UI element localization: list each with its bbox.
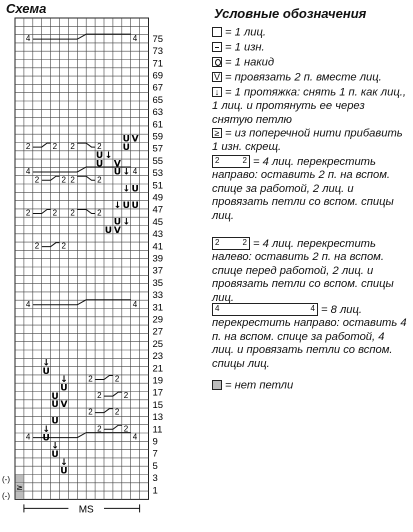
row-number: 47	[152, 204, 164, 216]
legend-title: Условные обозначения	[214, 6, 367, 21]
cable-count-label: 2	[123, 424, 129, 434]
cable-count-label: 4	[25, 432, 31, 442]
legend-text: = из поперечной нити прибавить 1 изн. скрещ.	[212, 127, 403, 154]
row-number: 25	[152, 338, 164, 350]
row-number: 49	[152, 192, 164, 204]
legend-item	[212, 379, 408, 393]
decrease-marker: (-)	[2, 491, 10, 501]
yarnover-mark: U	[122, 134, 130, 145]
row-number: 69	[152, 70, 164, 82]
row-number: 19	[152, 375, 164, 387]
row-number: 75	[152, 33, 164, 45]
row-number: 51	[152, 180, 164, 192]
chart-title: Схема	[6, 1, 47, 16]
k2tog-icon: V	[213, 72, 220, 83]
cable-count-label: 2	[97, 175, 102, 185]
row-number: 61	[152, 119, 164, 131]
k2tog-mark: V	[131, 134, 139, 145]
cable-count-label: 2	[34, 241, 40, 251]
cable-count-label: 2	[97, 208, 102, 218]
row-number: 17	[152, 387, 164, 399]
increase-icon: ≥	[212, 127, 222, 141]
ssk-mark: ↓	[42, 425, 50, 435]
legend-text: = нет петли	[225, 379, 294, 392]
yarnover-mark: U	[42, 433, 50, 444]
row-number: 41	[152, 241, 164, 253]
yarnover-mark: U	[95, 151, 104, 162]
yarnover-mark: U	[51, 449, 59, 460]
cable-count-label: 2	[70, 142, 75, 152]
no-stitch-cell	[16, 475, 24, 482]
yarnover-mark: U	[42, 366, 50, 377]
increase-mark: ≥	[16, 483, 23, 493]
row-number: 7	[152, 448, 158, 460]
cable-left-4-icon: 2 2	[212, 237, 250, 251]
legend-item	[212, 71, 408, 85]
yarnover-mark: U	[131, 200, 139, 211]
cable-count-label: 2	[61, 241, 66, 251]
cable-right-4-icon: 2 2	[212, 155, 250, 169]
ssk-mark: ↓	[122, 217, 131, 228]
row-number: 71	[152, 58, 164, 70]
knit-icon	[212, 26, 222, 40]
row-number: 11	[152, 424, 163, 436]
purl-icon	[212, 41, 222, 55]
yarnover-mark: U	[51, 416, 59, 427]
legend-item	[212, 155, 408, 223]
yarnover-mark: U	[122, 200, 130, 211]
k2tog-mark: V	[60, 400, 68, 411]
row-number: 65	[152, 94, 164, 106]
yarnover-mark: U	[113, 217, 122, 228]
ssk-mark: ↓	[113, 200, 122, 211]
legend-item	[212, 86, 408, 127]
row-number: 13	[152, 412, 164, 424]
cable-count-label: 2	[70, 208, 75, 218]
cable-count-label: 4	[132, 166, 138, 176]
yarnover-mark: U	[60, 466, 68, 477]
row-number: 9	[152, 436, 158, 448]
row-number: 39	[152, 253, 164, 265]
cable-count-label: 2	[88, 374, 93, 384]
row-number: 1	[152, 485, 158, 497]
ssk-mark: ↓	[104, 151, 113, 162]
legend-text: = 4 лиц. перекрестить налево: оставить 2 п. на вспом. спице перед работой, 2 лиц. и провязать петли со вспом. спицы лиц.	[212, 237, 394, 304]
row-number: 3	[152, 473, 158, 485]
cable-count-label: 2	[97, 424, 102, 434]
k2tog-mark: V	[113, 159, 121, 170]
legend-text: = 4 лиц. перекрестить направо: оставить 2 п. на вспом. спице за работой, 2 лиц. и провязать петли со вспом. спицы лиц.	[212, 155, 394, 222]
no-stitch-icon	[212, 379, 222, 393]
k2tog-mark: V	[113, 225, 121, 236]
legend-item	[212, 303, 408, 371]
row-number: 37	[152, 265, 164, 277]
row-number: 27	[152, 326, 164, 338]
legend-text: = 1 изн.	[225, 41, 265, 54]
legend-text: = провязать 2 п. вместе лиц.	[225, 71, 382, 84]
yarnover-icon	[212, 56, 222, 70]
legend-item	[212, 127, 408, 155]
legend-text: = 1 накид	[225, 56, 275, 69]
cable-count-label: 2	[123, 391, 129, 401]
cable-count-label: 2	[114, 407, 120, 417]
row-number: 57	[152, 143, 164, 155]
yarnover-mark: U	[113, 167, 122, 178]
row-number: 21	[152, 363, 164, 375]
yarnover-mark: U	[122, 142, 130, 153]
yarnover-mark: U	[51, 400, 59, 411]
row-number: 53	[152, 168, 164, 180]
ssk-icon: ↓	[212, 86, 222, 100]
row-number: 63	[152, 107, 164, 119]
cable-count-label: 2	[25, 208, 31, 218]
cable-count-label: 2	[97, 391, 102, 401]
row-number: 31	[152, 302, 164, 314]
legend-item	[212, 41, 408, 55]
no-stitch-cell	[16, 492, 24, 499]
ms-label: MS	[78, 504, 94, 516]
ssk-mark: ↓	[60, 375, 68, 386]
cable-count-label: 4	[132, 34, 138, 44]
row-number: 43	[152, 229, 164, 241]
cable-count-label: 2	[34, 175, 40, 185]
legend-text: = 1 протяжка: снять 1 п. как лиц., 1 лиц. и протянуть ее через снятую петлю	[212, 86, 406, 126]
cable-count-label: 2	[70, 175, 75, 185]
ssk-mark: ↓	[60, 458, 68, 469]
yarnover-mark: U	[95, 159, 104, 170]
legend-text: = 1 лиц.	[225, 26, 267, 39]
cable-count-label: 2	[61, 175, 66, 185]
row-number: 15	[152, 399, 164, 411]
row-number: 33	[152, 290, 164, 302]
legend-item	[212, 26, 408, 40]
cable-right-8-icon: 4 4	[212, 303, 318, 317]
legend-item	[212, 237, 408, 305]
cable-count-label: 2	[25, 142, 31, 152]
cable-count-label: 2	[114, 374, 120, 384]
cable-count-label: 4	[25, 299, 31, 309]
legend-item	[212, 56, 408, 70]
cable-count-label: 4	[132, 432, 138, 442]
row-number: 55	[152, 155, 164, 167]
ssk-mark: ↓	[122, 184, 131, 195]
ssk-mark: ↓	[42, 358, 50, 369]
decrease-marker: (-)	[2, 474, 10, 484]
yarnover-mark: U	[104, 225, 113, 236]
ssk-mark: ↓	[51, 441, 59, 452]
row-number: 59	[152, 131, 164, 143]
yarnover-mark: U	[51, 391, 59, 402]
row-number: 23	[152, 351, 164, 363]
cable-count-label: 2	[52, 208, 58, 218]
row-number: 73	[152, 46, 164, 58]
cable-count-label: 2	[88, 407, 93, 417]
row-number: 5	[152, 460, 158, 472]
cable-count-label: 2	[97, 142, 102, 152]
cable-count-label: 4	[25, 166, 31, 176]
cable-count-label: 4	[25, 34, 31, 44]
row-number: 35	[152, 277, 164, 289]
cable-count-label: 4	[132, 299, 138, 309]
cable-count-label: 2	[52, 142, 58, 152]
row-number: 67	[152, 82, 164, 94]
row-number: 45	[152, 216, 164, 228]
row-number: 29	[152, 314, 164, 326]
legend-text: = 8 лиц. перекрестить направо: оставить 4 п. на вспом. спице за работой, 4 лиц. и провязать петли со вспом. спицы лиц.	[212, 303, 407, 370]
yarnover-mark: U	[60, 383, 68, 394]
ssk-mark: ↓	[122, 167, 131, 178]
yarnover-mark: U	[131, 184, 139, 195]
